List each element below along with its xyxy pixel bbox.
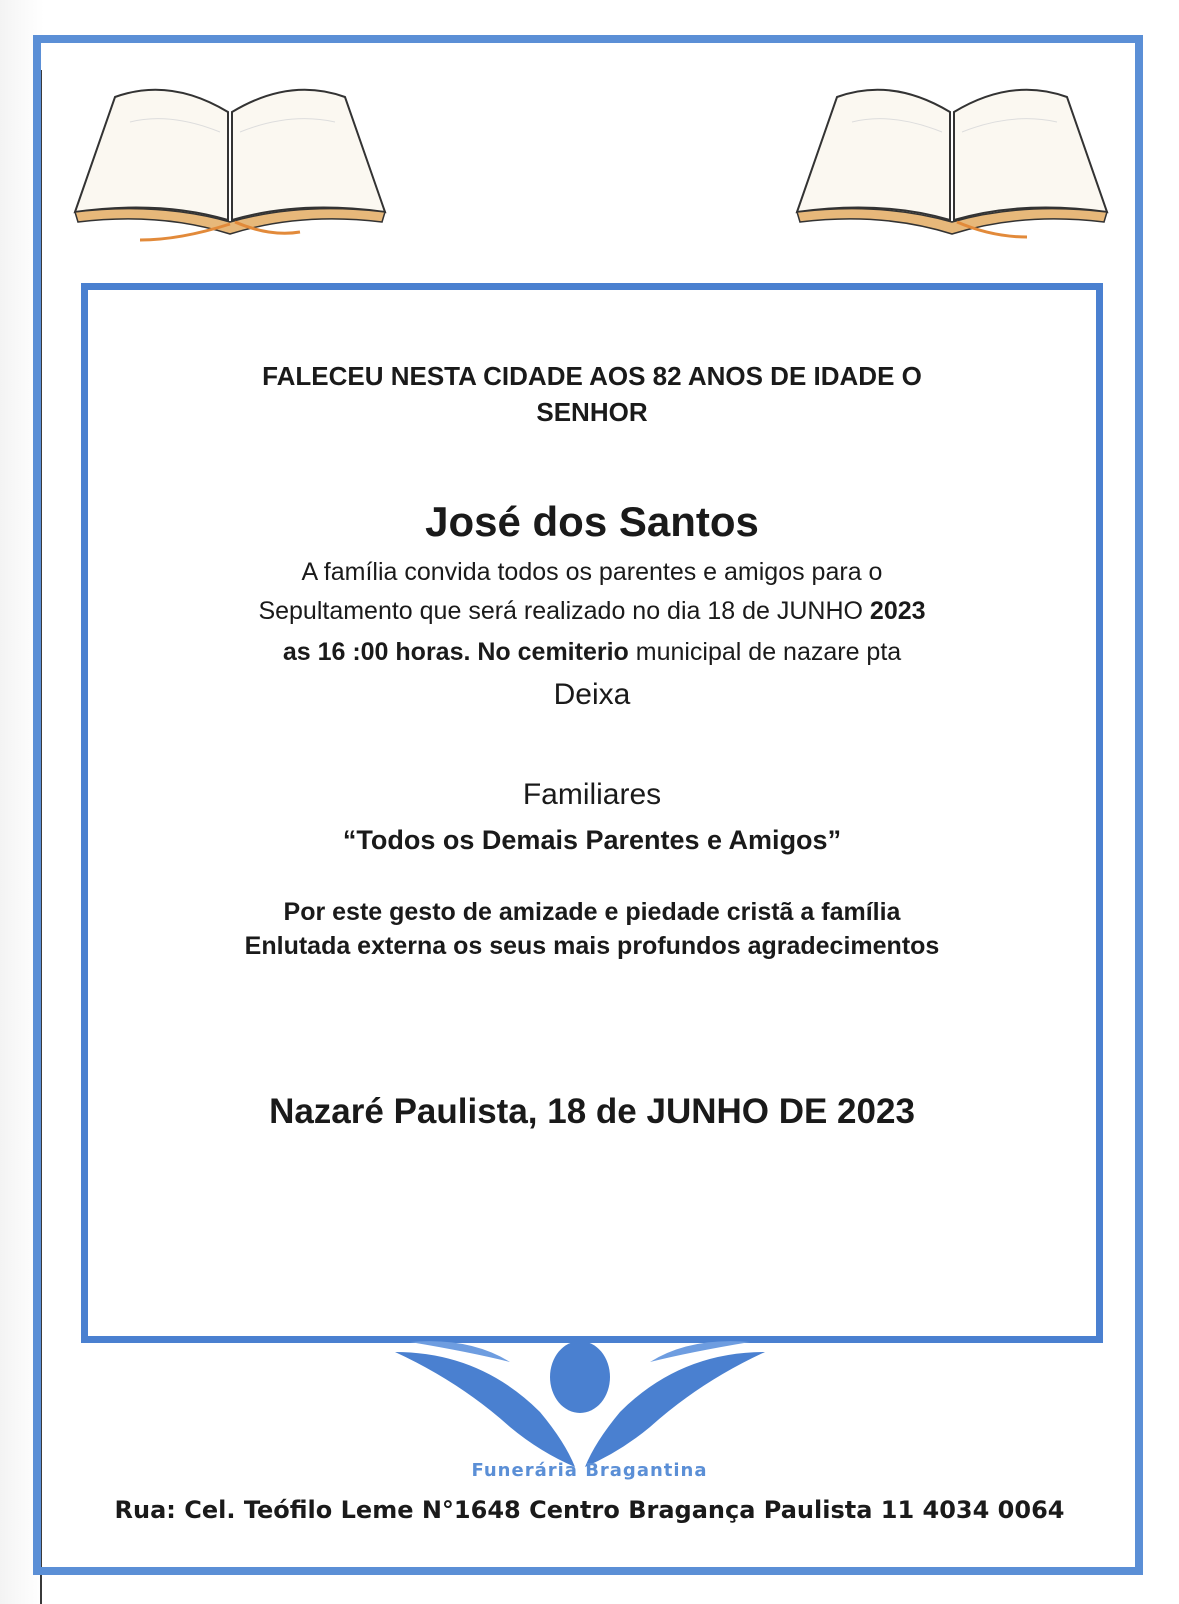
invitation-line-1: A família convida todos os parentes e amigos para o [301,558,883,586]
burial-time: as 16 :00 horas. No cemiterio [282,638,629,666]
gratitude-line-1: Por este gesto de amizade e piedade cristã a família [283,898,901,926]
death-announcement-heading: FALECEU NESTA CIDADE AOS 82 ANOS DE IDADE O SENHOR [262,361,922,427]
leaves-label: Deixa [553,678,631,711]
burial-year: 2023 [869,597,926,625]
inner-frame [81,283,1103,1343]
funeral-home-logo-icon [390,1332,770,1472]
burial-location: municipal de nazare pta [628,638,902,666]
open-book-icon-left [70,72,390,247]
invitation-line-2 [81,597,1103,626]
funeral-home-address: Rua: Cel. Teófilo Leme N°1648 Centro Bragança Paulista 11 4034 0064 [114,1496,1065,1524]
burial-date-text: Sepultamento que será realizado no dia 18 de JUNHO [258,597,870,625]
funeral-home-name: Funerária Bragantina [471,1460,708,1481]
family-label: Familiares [522,778,662,811]
relatives-quote: “Todos os Demais Parentes e Amigos” [342,825,842,855]
deceased-name: José dos Santos [425,498,759,545]
place-date: Nazaré Paulista, 18 de JUNHO DE 2023 [269,1092,915,1131]
gratitude-line-2: Enlutada externa os seus mais profundos agradecimentos [244,932,940,960]
open-book-icon-right [792,72,1112,247]
invitation-line-3 [81,638,1103,667]
